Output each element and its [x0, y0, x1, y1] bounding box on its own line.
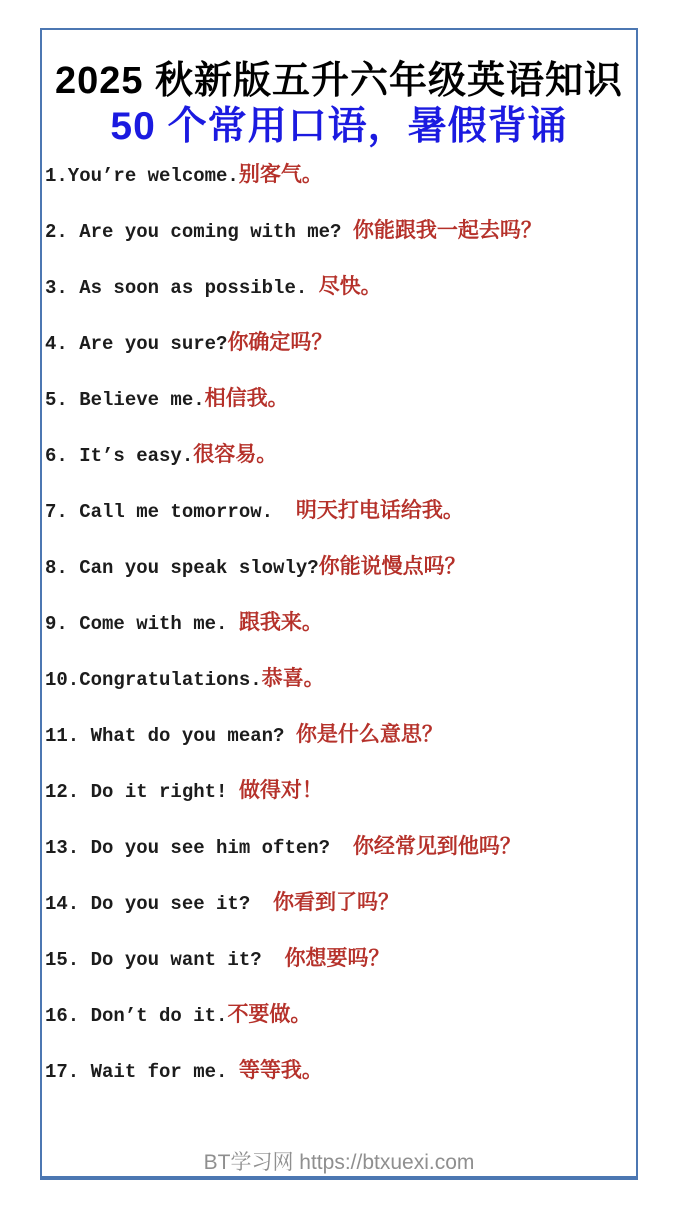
phrase-line [45, 765, 636, 821]
phrase-line [45, 317, 636, 373]
phrase-line [45, 205, 636, 261]
phrase-english: 6. It’s easy. [45, 445, 194, 467]
page-subtitle: 50 个常用口语，暑假背诵 [110, 105, 568, 148]
phrase-english: 9. Come with me. [45, 613, 239, 635]
content-frame [40, 28, 638, 1180]
phrase-english: 14. Do you see it? [45, 893, 274, 915]
phrase-line [45, 933, 636, 989]
phrase-line [45, 373, 636, 429]
phrase-chinese: 等等我。 [238, 1061, 323, 1084]
phrase-line [45, 485, 636, 541]
phrase-english: 16. Don’t do it. [45, 1005, 228, 1027]
phrase-list [45, 149, 636, 1101]
phrase-line [45, 877, 636, 933]
phrase-line [45, 1045, 636, 1101]
phrase-english: 11. What do you mean? [45, 725, 296, 747]
phrase-english: 1.You’re welcome. [45, 165, 239, 187]
phrase-line [45, 709, 636, 765]
phrase-line [45, 821, 636, 877]
phrase-english: 13. Do you see him often? [45, 837, 353, 859]
phrase-chinese: 你看到了吗？ [273, 893, 400, 916]
phrase-chinese: 明天打电话给我。 [295, 501, 464, 524]
phrase-chinese: 你能跟我一起去吗？ [352, 221, 542, 244]
phrase-chinese: 别客气。 [238, 165, 323, 188]
phrase-line [45, 541, 636, 597]
phrase-english: 10.Congratulations. [45, 669, 262, 691]
page-title: 2025 秋新版五升六年级英语知识 [54, 60, 624, 102]
phrase-english: 15. Do you want it? [45, 949, 285, 971]
phrase-chinese: 你想要吗？ [284, 949, 390, 972]
footer-watermark: BT学习网 https://btxuexi.com [203, 1151, 475, 1174]
phrase-chinese: 你确定吗？ [227, 333, 333, 356]
phrase-chinese: 跟我来。 [238, 613, 323, 636]
phrase-chinese: 不要做。 [227, 1005, 312, 1028]
phrase-line [45, 149, 636, 205]
phrase-english: 2. Are you coming with me? [45, 221, 353, 243]
phrase-chinese: 做得对！ [238, 781, 323, 804]
phrase-chinese: 恭喜。 [261, 669, 325, 692]
phrase-line [45, 429, 636, 485]
phrase-english: 5. Believe me. [45, 389, 205, 411]
phrase-english: 12. Do it right! [45, 781, 239, 803]
phrase-line [45, 597, 636, 653]
phrase-chinese: 你经常见到他吗？ [352, 837, 521, 860]
phrase-english: 17. Wait for me. [45, 1061, 239, 1083]
phrase-line [45, 261, 636, 317]
phrase-chinese: 尽快。 [318, 277, 382, 300]
phrase-english: 7. Call me tomorrow. [45, 501, 296, 523]
phrase-english: 4. Are you sure? [45, 333, 228, 355]
phrase-line [45, 653, 636, 709]
phrase-chinese: 相信我。 [204, 389, 289, 412]
phrase-line [45, 989, 636, 1045]
phrase-chinese: 你是什么意思？ [295, 725, 443, 748]
phrase-chinese: 很容易。 [193, 445, 278, 468]
phrase-english: 3. As soon as possible. [45, 277, 319, 299]
phrase-chinese: 你能说慢点吗？ [318, 557, 466, 580]
phrase-english: 8. Can you speak slowly? [45, 557, 319, 579]
